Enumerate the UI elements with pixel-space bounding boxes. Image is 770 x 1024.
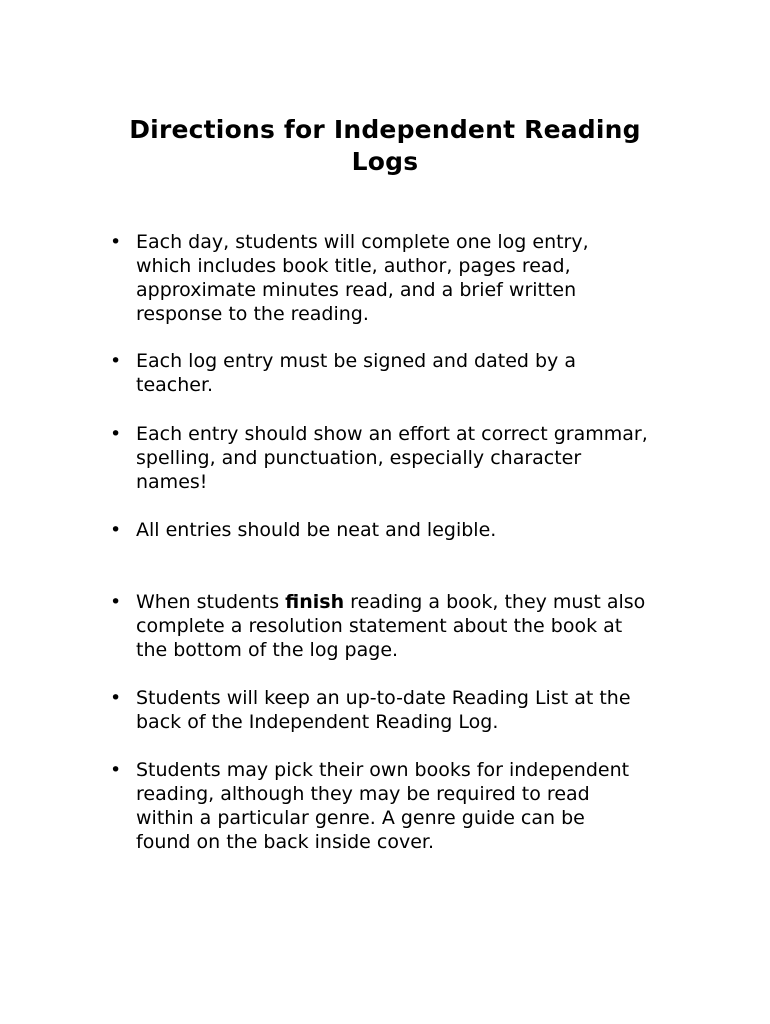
emphasis-finish: finish xyxy=(285,591,345,613)
list-item-line: found on the back inside cover. xyxy=(136,831,435,853)
list-item xyxy=(110,422,696,494)
title-line-1: Directions for Independent Reading xyxy=(129,115,641,144)
list-item-line: complete a resolution statement about the book at xyxy=(136,615,623,637)
bullet-icon: • xyxy=(110,350,122,372)
list-item-line: back of the Independent Reading Log. xyxy=(136,711,499,733)
list-item xyxy=(110,758,696,854)
list-item-line: spelling, and punctuation, especially character xyxy=(136,447,582,469)
bullet-icon: • xyxy=(110,519,122,541)
list-item-line: Each day, students will complete one log entry, xyxy=(136,231,589,253)
list-item-line: Students will keep an up-to-date Reading List at the xyxy=(136,687,631,709)
list-item-line: teacher. xyxy=(136,374,214,396)
list-item-text: When students xyxy=(136,591,286,613)
list-item xyxy=(110,518,696,542)
bullet-icon: • xyxy=(110,759,122,781)
bullet-icon: • xyxy=(110,423,122,445)
bullet-icon: • xyxy=(110,231,122,253)
list-item-line: Each entry should show an effort at correct grammar, xyxy=(136,423,648,445)
list-item-line: All entries should be neat and legible. xyxy=(136,519,497,541)
list-item-line: response to the reading. xyxy=(136,303,369,325)
list-item-line: approximate minutes read, and a brief written xyxy=(136,279,577,301)
bullet-icon: • xyxy=(110,591,122,613)
list-item-line: reading, although they may be required to read xyxy=(136,783,590,805)
list-item-line: which includes book title, author, pages read, xyxy=(136,255,571,277)
title-line-2: Logs xyxy=(351,147,419,176)
bullet-icon: • xyxy=(110,687,122,709)
list-item-line: names! xyxy=(136,471,208,493)
page-title xyxy=(80,114,690,178)
list-item-line: Each log entry must be signed and dated by a xyxy=(136,350,576,372)
list-item xyxy=(110,349,696,397)
list-item-text: reading a book, they must also xyxy=(344,591,646,613)
list-item xyxy=(110,230,696,326)
list-item-line: within a particular genre. A genre guide can be xyxy=(136,807,585,829)
list-item xyxy=(110,590,696,662)
list-item-line: the bottom of the log page. xyxy=(136,639,399,661)
list-item-line: Students may pick their own books for independent xyxy=(136,759,630,781)
list-item xyxy=(110,686,696,734)
list-item-line xyxy=(136,590,696,614)
